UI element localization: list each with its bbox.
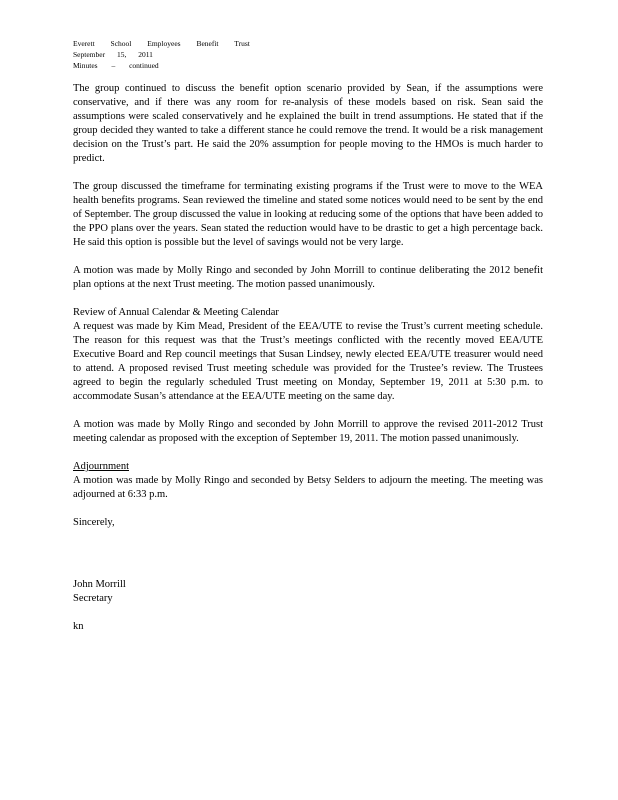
header-continued: Minutes – continued [73,61,159,70]
paragraph-motion-calendar: A motion was made by Molly Ringo and seconded by John Morrill to approve the revised 2011-2012 Trust meeting calendar as proposed with the exception of September 19, 2011. The motion passed unanimously. [73,419,543,444]
paragraph-adjournment: A motion was made by Molly Ringo and seconded by Betsy Selders to adjourn the meeting. The meeting was adjourned at 6:33 p.m. [73,475,543,500]
paragraph-calendar-request: A request was made by Kim Mead, President of the EEA/UTE to revise the Trust’s current meeting schedule. The reason for this request was that the Trust’s meetings conflicted with the recently moved EEA/UTE Executive Board and Rep council meetings that Susan Lindsey, newly elected EEA/UTE treasurer would need to attend. A proposed revised Trust meeting schedule was provided for the Trustee’s review. The Trustees agreed to begin the regularly scheduled Trust meeting on Monday, September 19, 2011 at 5:30 p.m. to accommodate Susan’s attendance at the EEA/UTE meeting on the same day. [73,321,543,402]
adjournment-heading: Adjournment [73,461,129,472]
typist-initials: kn [73,621,84,632]
paragraph-benefit-options: The group continued to discuss the benefit option scenario provided by Sean, if the assumptions were conservative, and if there was any room for re-analysis of these models based on risk. Sean said the assumptions were scaled conservatively and he explained the built in trend assumptions. He stated that if the group decided they wanted to take a different stance he could remove the trend. It would be a risk management decision on the Trust’s part. He said the 20% assumption for people moving to the HMOs is much harder to predict. [73,83,543,164]
signer-name: John Morrill [73,579,126,590]
header-date: September 15, 2011 [73,50,153,59]
minutes-body [73,82,543,634]
paragraph-timeframe: The group discussed the timeframe for terminating existing programs if the Trust were to move to the WEA health benefits programs. Sean reviewed the timeline and stated some notices would need to be sent by the end of September. The group discussed the value in looking at reducing some of the options that have been added to the PPO plans over the years. Sean stated the reduction would have to be drastic to get a high percentage back. He said this option is possible but the level of savings would not be very large. [73,181,543,248]
review-heading: Review of Annual Calendar & Meeting Calendar [73,307,279,318]
document-header [73,38,273,71]
header-organization: Everett School Employees Benefit Trust [73,39,250,48]
salutation: Sincerely, [73,517,115,528]
signer-title: Secretary [73,593,113,604]
paragraph-motion-continue: A motion was made by Molly Ringo and seconded by John Morrill to continue deliberating the 2012 benefit plan options at the next Trust meeting. The motion passed unanimously. [73,265,543,290]
